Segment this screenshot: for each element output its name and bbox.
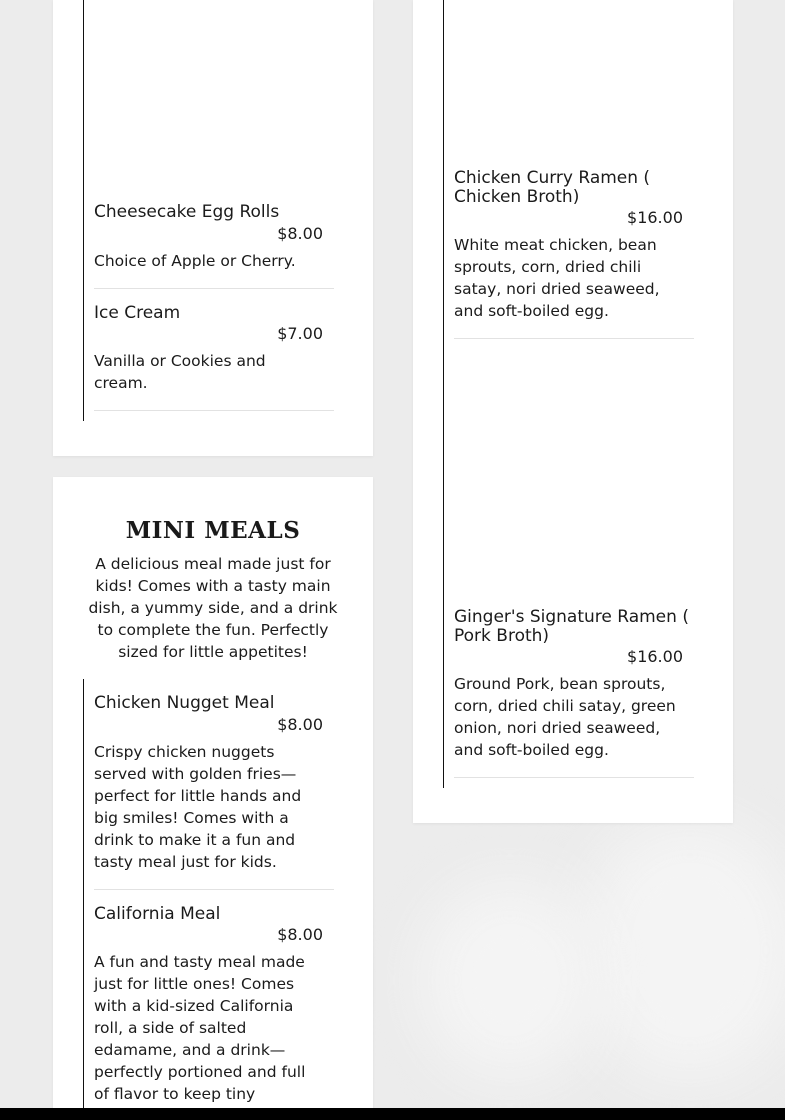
menu-item-price: $8.00 bbox=[277, 224, 323, 243]
menu-item-price: $16.00 bbox=[627, 647, 683, 666]
menu-item-price: $8.00 bbox=[277, 715, 323, 734]
card-rule bbox=[83, 0, 84, 421]
menu-item-name: California Meal bbox=[94, 904, 221, 924]
mini-meals-card bbox=[53, 477, 373, 1120]
menu-item-price: $8.00 bbox=[277, 925, 323, 944]
section-title: MINI MEALS bbox=[125, 517, 301, 544]
menu-item-price: $7.00 bbox=[277, 324, 323, 343]
section-description: A delicious meal made just for kids! Comes with a tasty main dish, a yummy side, and a drink to complete the fun. Perfectly sized for little appetites! bbox=[88, 555, 338, 661]
menu-item-description: Crispy chicken nuggets served with golden fries—perfect for little hands and big smiles! Comes with a drink to make it a fun and tasty meal just for kids. bbox=[94, 743, 302, 871]
background-shape bbox=[580, 820, 785, 1080]
item-separator bbox=[94, 410, 334, 411]
menu-item-description: Ground Pork, bean sprouts, corn, dried chili satay, green onion, nori dried seaweed, and soft-boiled egg. bbox=[454, 675, 676, 759]
ramen-card bbox=[413, 0, 733, 823]
menu-item-name: Ginger's Signature Ramen ( Pork Broth) bbox=[454, 607, 689, 646]
desserts-card bbox=[53, 0, 373, 456]
menu-item-description: Choice of Apple or Cherry. bbox=[94, 252, 296, 270]
card-rule bbox=[83, 679, 84, 1120]
item-separator bbox=[454, 338, 694, 339]
menu-item-price: $16.00 bbox=[627, 208, 683, 227]
item-separator bbox=[94, 288, 334, 289]
menu-item-name: Chicken Nugget Meal bbox=[94, 693, 275, 713]
item-separator bbox=[454, 777, 694, 778]
menu-item-description: Vanilla or Cookies and cream. bbox=[94, 352, 266, 392]
background-shape bbox=[420, 880, 600, 1080]
item-separator bbox=[94, 889, 334, 890]
menu-item-name: Cheesecake Egg Rolls bbox=[94, 202, 280, 222]
menu-item-name: Ice Cream bbox=[94, 303, 181, 323]
menu-item-name: Chicken Curry Ramen ( Chicken Broth) bbox=[454, 168, 651, 207]
card-rule bbox=[443, 0, 444, 788]
menu-item-description: A fun and tasty meal made just for little ones! Comes with a kid-sized California roll, a side of salted edamame, and a drink—perfectly portioned and full of flavor to keep tiny bbox=[94, 953, 306, 1103]
menu-item-description: White meat chicken, bean sprouts, corn, dried chili satay, nori dried seaweed, and soft-boiled egg. bbox=[454, 236, 660, 320]
bottom-bar bbox=[0, 1108, 785, 1120]
